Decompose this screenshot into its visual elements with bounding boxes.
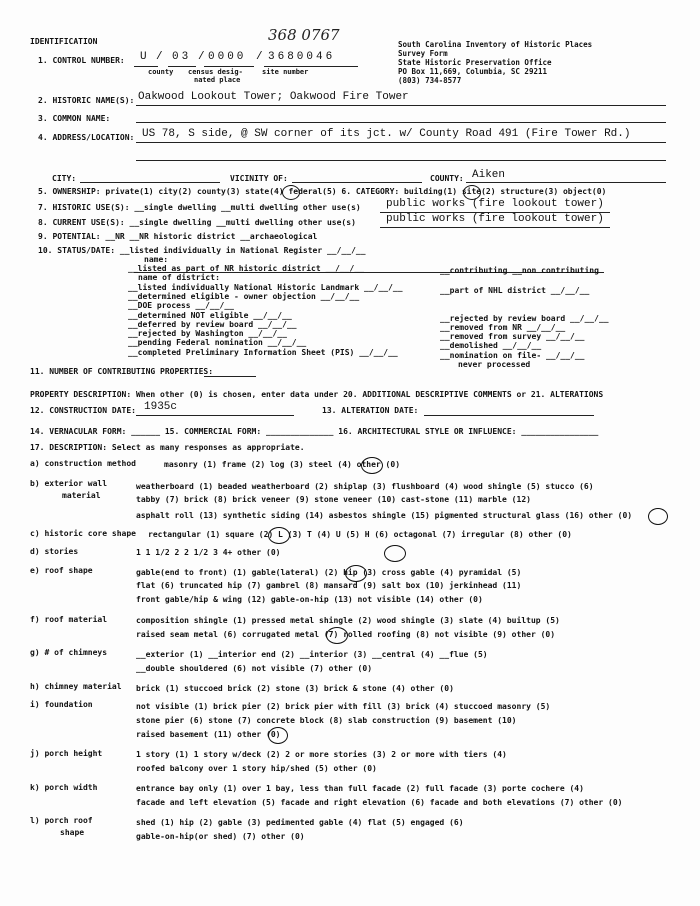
status-nr-district: __listed as part of NR historic district __/__/__ [128,264,365,273]
control-county: U [140,51,147,63]
desc-chimney-mat-line-1: brick (1) stuccoed brick (2) stone (3) brick & stone (4) other (0) [136,684,454,693]
status-owner-objection: __determined eligible - owner objection __/__/__ [128,292,360,301]
county-caption: county [148,68,174,76]
current-use-row: 8. CURRENT USE(S): __single dwelling __multi dwelling other use(s) [38,218,356,227]
status-contributing: __contributing __non contributing [440,266,599,275]
county-value: Aiken [472,169,506,181]
desc-label-porch-roof-2: shape [60,828,85,837]
control-sep-3: / [256,51,263,63]
common-name-label: 3. COMMON NAME: [38,114,111,123]
status-nhl-district: __part of NHL district __/__/__ [440,286,590,295]
status-removed-nr: __removed from NR __/__/__ [440,323,566,332]
control-tract: 03 [172,51,192,63]
desc-roof-line-2: flat (6) truncated hip (7) gambrel (8) mansard (9) salt box (10) jerkinhead (11) [136,581,522,590]
desc-label-foundation: i) foundation [30,700,93,709]
status-district-name: name of district: [138,273,220,282]
status-doe: __DOE process __/__/__ [128,301,234,310]
desc-porch-roof-line-1: shed (1) hip (2) gable (3) pedimented gable (4) flat (5) engaged (6) [136,818,464,827]
description-heading: 17. DESCRIPTION: Select as many responses as appropriate. [30,443,305,452]
status-nomination: __nomination on file- __/__/__ [440,351,585,360]
construction-date-value: 1935c [144,401,178,413]
status-removed-survey: __removed from survey __/__/__ [440,332,585,341]
status-not-eligible: __determined NOT eligible __/__/__ [128,311,292,320]
status-rejected-washington: __rejected by Washington __/__/__ [128,329,287,338]
address-value: US 78, S side, @ SW corner of its jct. w/ County Road 491 (Fire Tower Rd.) [142,128,631,140]
identification-heading: IDENTIFICATION [30,37,98,46]
agency-line-1: South Carolina Inventory of Historic Places [398,40,593,49]
handwritten-number: 368 0767 [268,26,340,44]
circle-steel [361,457,383,474]
address-label: 4. ADDRESS/LOCATION: [38,133,135,142]
desc-porch-width-line-2: facade and left elevation (5) facade and right elevation (6) facade and both elevations (7) other (0) [136,798,623,807]
desc-core-line-1: rectangular (1) square (2) L (3) T (4) U (5) H (6) octagonal (7) irregular (8) other (0) [148,530,572,539]
circle-other-foundation [268,727,288,744]
desc-label-stories: d) stories [30,547,79,556]
desc-label-roof-material: f) roof material [30,615,108,624]
status-rejected-board: __rejected by review board __/__/__ [440,314,609,323]
contributing-properties: 11. NUMBER OF CONTRIBUTING PROPERTIES: [30,367,214,376]
desc-wall-line-2: tabby (7) brick (8) brick veneer (9) stone veneer (10) cast-stone (11) marble (12) [136,495,531,504]
vernacular-form-row: 14. VERNACULAR FORM: ______ 15. COMMERCIAL FORM: ______________ 16. ARCHITECTURAL STYLE OR INFLUENCE: ________________ [30,427,599,436]
status-row: 10. STATUS/DATE: __listed individually in National Register __/__/__ [38,246,366,255]
alteration-date-label: 13. ALTERATION DATE: [322,406,419,415]
desc-label-exterior-wall-2: material [62,491,101,500]
desc-porch-height-line-1: 1 story (1) 1 story w/deck (2) 2 or more stories (3) 2 or more with tiers (4) [136,750,507,759]
desc-foundation-line-2: stone pier (6) stone (7) concrete block (8) slab construction (9) basement (10) [136,716,517,725]
desc-roof-mat-line-2: raised seam metal (6) corrugated metal (7) rolled roofing (8) not visible (9) other (0) [136,630,556,639]
tract-caption: census desig- [188,68,243,76]
desc-foundation-line-1: not visible (1) brick pier (2) brick pier with fill (3) brick (4) stuccoed masonry (5) [136,702,551,711]
historic-use-value: public works (fire lookout tower) [386,198,604,210]
potential-row: 9. POTENTIAL: __NR __NR historic district __archaeological [38,232,318,241]
desc-construction-line-1: masonry (1) frame (2) log (3) steel (4) other (0) [164,460,401,469]
agency-line-4: PO Box 11,669, Columbia, SC 29211 [398,67,548,76]
desc-label-core-shape: c) historic core shape [30,529,136,538]
status-deferred: __deferred by review board __/__/__ [128,320,297,329]
circle-corrugated [326,627,348,644]
circle-state [282,185,300,200]
circle-other-stories [384,545,406,562]
control-designated: 0000 [208,51,247,63]
agency-line-5: (803) 734-8577 [398,76,462,85]
control-sep-1: / [156,51,163,63]
historic-name-label: 2. HISTORIC NAME(S): [38,96,135,105]
control-number-label: 1. CONTROL NUMBER: [38,56,125,65]
status-pis: __completed Preliminary Information Sheet (PIS) __/__/__ [128,348,398,357]
desc-stories-line-1: 1 1 1/2 2 2 1/2 3 4+ other (0) [136,548,281,557]
property-description: PROPERTY DESCRIPTION: When other (0) is chosen, enter data under 20. ADDITIONAL DESCRIPTIVE COMMENTS or 21. ALTERATIONS [30,390,604,399]
ownership-row: 5. OWNERSHIP: private(1) city(2) county(3) state(4) federal(5) 6. CATEGORY: building(1) site(2) structure(3) object(0) [38,187,607,196]
county-label: COUNTY: [430,174,464,183]
control-sep-2: / [198,51,205,63]
desc-chimneys-line-2: __double shouldered (6) not visible (7) other (0) [136,664,373,673]
historic-use-row: 7. HISTORIC USE(S): __single dwelling __multi dwelling other use(s) [38,203,361,212]
desc-label-chimney-material: h) chimney material [30,682,122,691]
desc-label-porch-width: k) porch width [30,783,98,792]
desc-porch-width-line-1: entrance bay only (1) over 1 bay, less than full facade (2) full facade (3) porte cochere (4) [136,784,584,793]
desc-porch-roof-line-2: gable-on-hip(or shed) (7) other (0) [136,832,305,841]
status-pending: __pending Federal nomination __/__/__ [128,338,307,347]
status-demolished: __demolished __/__/__ [440,341,542,350]
vicinity-label: VICINITY OF: [230,174,288,183]
desc-chimneys-line-1: __exterior (1) __interior end (2) __interior (3) __central (4) __flue (5) [136,650,488,659]
city-label: CITY: [52,174,77,183]
desc-label-exterior-wall: b) exterior wall [30,479,108,488]
desc-label-porch-height: j) porch height [30,749,103,758]
circle-hip [345,565,367,582]
historic-name-value: Oakwood Lookout Tower; Oakwood Fire Tower [138,91,409,103]
status-nhl: __listed individually National Historic Landmark __/__/__ [128,283,403,292]
desc-label-construction: a) construction method [30,459,136,468]
construction-date-label: 12. CONSTRUCTION DATE: [30,406,136,415]
desc-wall-line-3: asphalt roll (13) synthetic siding (14) asbestos shingle (15) pigmented structural glass (16) other (0) [136,511,633,520]
status-never-processed: never processed [458,360,531,369]
desc-wall-line-1: weatherboard (1) beaded weatherboard (2) shiplap (3) flushboard (4) wood shingle (5) stucco (6) [136,482,594,491]
desc-roof-line-3: front gable/hip & wing (12) gable-on-hip (13) not visible (14) other (0) [136,595,483,604]
agency-line-2: Survey Form [398,49,448,58]
circle-other-wall [648,508,668,525]
desc-porch-height-line-2: roofed balcony over 1 story hip/shed (5) other (0) [136,764,377,773]
status-name: name: [144,255,169,264]
desc-label-chimneys: g) # of chimneys [30,648,108,657]
desc-roof-line-1: gable(end to front) (1) gable(lateral) (2) hip (3) cross gable (4) pyramidal (5) [136,568,522,577]
desc-roof-mat-line-1: composition shingle (1) pressed metal shingle (2) wood shingle (3) slate (4) builtup (5) [136,616,560,625]
control-site: 3680046 [268,51,336,63]
agency-line-3: State Historic Preservation Office [398,58,552,67]
desc-label-porch-roof: l) porch roof [30,816,93,825]
circle-square [268,527,290,544]
desc-label-roof-shape: e) roof shape [30,566,93,575]
current-use-value: public works (fire lookout tower) [386,213,604,225]
tract-caption-2: nated place [194,76,241,84]
site-caption: site number [262,68,309,76]
desc-foundation-line-3: raised basement (11) other (0) [136,730,281,739]
